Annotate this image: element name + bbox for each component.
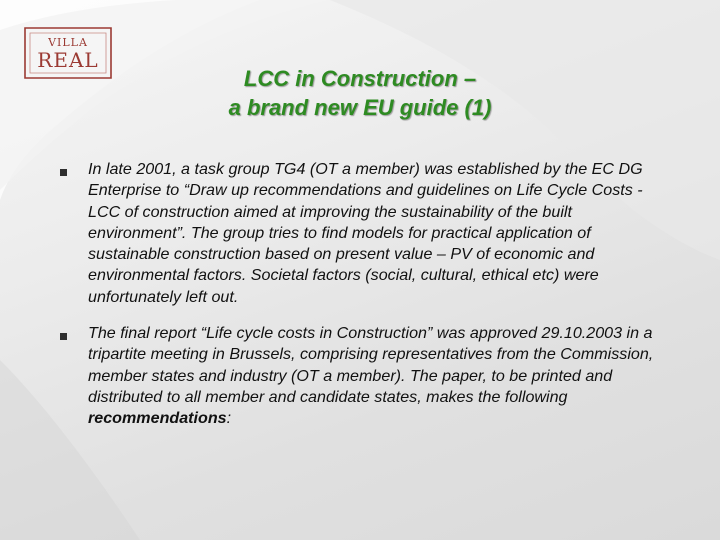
villa-real-logo: [22, 22, 114, 84]
bullet-item: [56, 159, 666, 308]
square-bullet-icon: [60, 169, 67, 176]
bullet-text: In late 2001, a task group TG4 (OT a member) was established by the EC DG Enterprise to “Draw up recommendations and guidelines on Life Cycle Costs - LCC of construction aimed at improving the sustainability of the built environment”. The group tries to find models for practical application of sustainable construction based on present value – PV of economic and environmental factors. Societal factors (social, cultural, ethical etc) were unfortunately left out.: [88, 160, 643, 306]
bullet-text-bold: recommendations: [88, 409, 227, 428]
square-bullet-icon: [60, 333, 67, 340]
bullet-item: [56, 323, 666, 429]
page-title: [110, 64, 610, 122]
title-line-2: a brand new EU guide (1): [228, 95, 492, 120]
bullet-text-after: :: [226, 409, 232, 428]
title-line-1: LCC in Construction –: [243, 66, 477, 91]
bullet-text-before: The final report “Life cycle costs in Construction” was approved 29.10.2003 in a tripartite meeting in Brussels, comprising representatives from the Commission, member states and industry (OT a member). The paper, to be printed and distributed to all member and candidate states, makes the following: [88, 324, 654, 406]
bullet-text: [88, 323, 666, 429]
logo-line1: VILLA: [48, 36, 88, 49]
bullet-list: [56, 159, 666, 430]
logo-line2: REAL: [37, 48, 99, 72]
